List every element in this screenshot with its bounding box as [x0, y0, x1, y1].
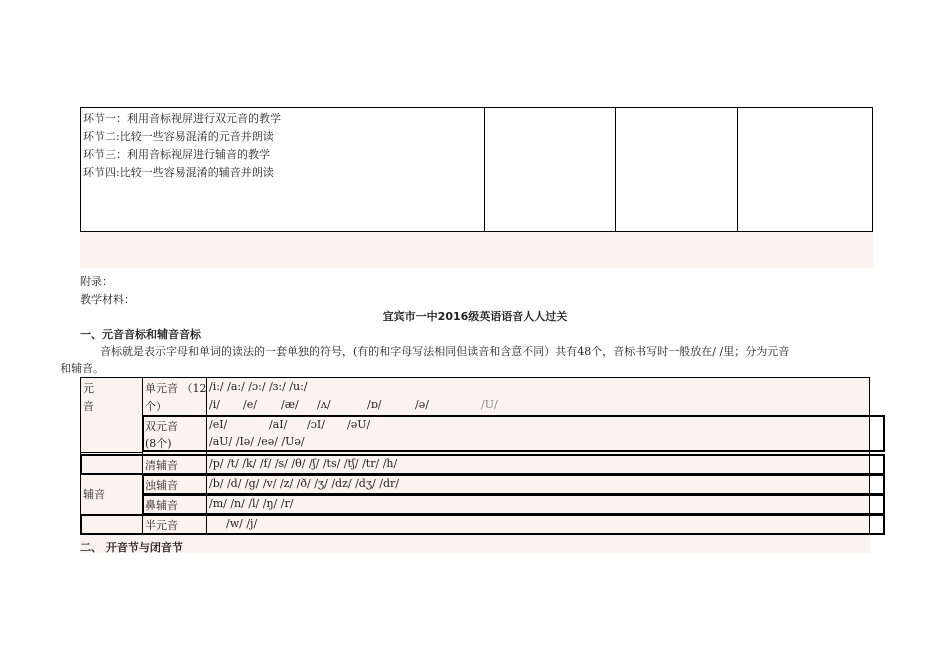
shaded-band	[80, 232, 873, 268]
section-1-title: 一、元音音标和辅音音标	[80, 328, 201, 341]
step-4: 环节四:比较一些容易混淆的辅音并朗读	[83, 166, 274, 179]
grid-line	[81, 452, 143, 453]
steps-list	[83, 110, 281, 182]
voiced-symbols: /b/ /d/ /g/ /v/ /z/ /ð/ /ʒ/ /dz/ /dʒ/ /dr/	[209, 477, 399, 490]
vowel-group-label: 元	[83, 382, 94, 395]
monophthong-symbol: /ə/	[415, 398, 429, 411]
vowel-group-label: 音	[83, 400, 94, 413]
monophthong-symbol: /æ/	[281, 398, 299, 411]
teaching-steps-table	[80, 107, 873, 232]
diphthong-symbol: /eI/	[209, 418, 228, 431]
nasal-symbols: /m/ /n/ /l/ /ŋ/ /r/	[209, 497, 294, 510]
voiceless-label: 清辅音	[145, 459, 178, 472]
document-title: 宜宾市一中2016级英语语音人人过关	[382, 310, 568, 323]
monophthong-symbol: /U/	[481, 398, 498, 411]
description-line-2: 和辅音。	[60, 362, 104, 375]
monophthong-symbol: /i/	[209, 398, 220, 411]
nasal-label: 鼻辅音	[145, 499, 178, 512]
semivowel-label: 半元音	[145, 519, 178, 532]
voiced-label: 浊辅音	[145, 479, 178, 492]
monophthong-symbol: /ɒ/	[367, 398, 382, 411]
diphthong-symbol: /aI/	[269, 418, 288, 431]
description-paragraph	[60, 343, 870, 377]
step-3: 环节三：利用音标视屏进行辅音的教学	[83, 148, 270, 161]
diphthong-count: (8个)	[145, 437, 172, 450]
monophthong-symbol: /e/	[243, 398, 257, 411]
monophthong-symbol: /ʌ/	[317, 398, 331, 411]
semivowel-symbols: /w/ /j/	[226, 517, 258, 530]
monophthong-count: 个）	[145, 400, 167, 413]
consonant-group-label: 辅音	[83, 488, 105, 501]
appendix-label: 附录：	[80, 275, 113, 288]
diphthong-symbol: /əU/	[347, 418, 371, 431]
diphthong-row-2: /aU/ /Iə/ /eə/ /Uə/	[209, 435, 305, 448]
description-line-1: 音标就是表示字母和单词的读法的一套单独的符号，(有的和字母写法相同但读音和含意不同）共有48个，音标书写时一般放在/ /里；分为元音	[100, 345, 790, 358]
voiceless-symbols: /p/ /t/ /k/ /f/ /s/ /θ/ /ʃ/ /ts/ /tʃ/ /tr/ /h/	[209, 457, 398, 470]
phonetic-table	[80, 377, 870, 535]
shaded-band	[80, 535, 870, 553]
table-column-divider	[615, 108, 616, 231]
materials-label: 教学材料：	[80, 293, 135, 306]
diphthong-symbol: /ɔI/	[307, 418, 325, 431]
diphthong-label: 双元音	[145, 420, 178, 433]
semivowel-row	[80, 514, 885, 535]
section-2-title: 二、 开音节与闭音节	[80, 541, 183, 554]
table-column-divider	[484, 108, 485, 231]
step-1: 环节一：利用音标视屏进行双元音的教学	[83, 112, 281, 125]
table-column-divider	[737, 108, 738, 231]
monophthong-row-1: /i:/ /a:/ /ɔ:/ /ɜ:/ /u:/	[209, 380, 308, 393]
monophthong-label: 单元音 （12	[145, 382, 207, 395]
voiceless-row	[80, 454, 885, 475]
step-2: 环节二:比较一些容易混淆的元音并朗读	[83, 130, 274, 143]
